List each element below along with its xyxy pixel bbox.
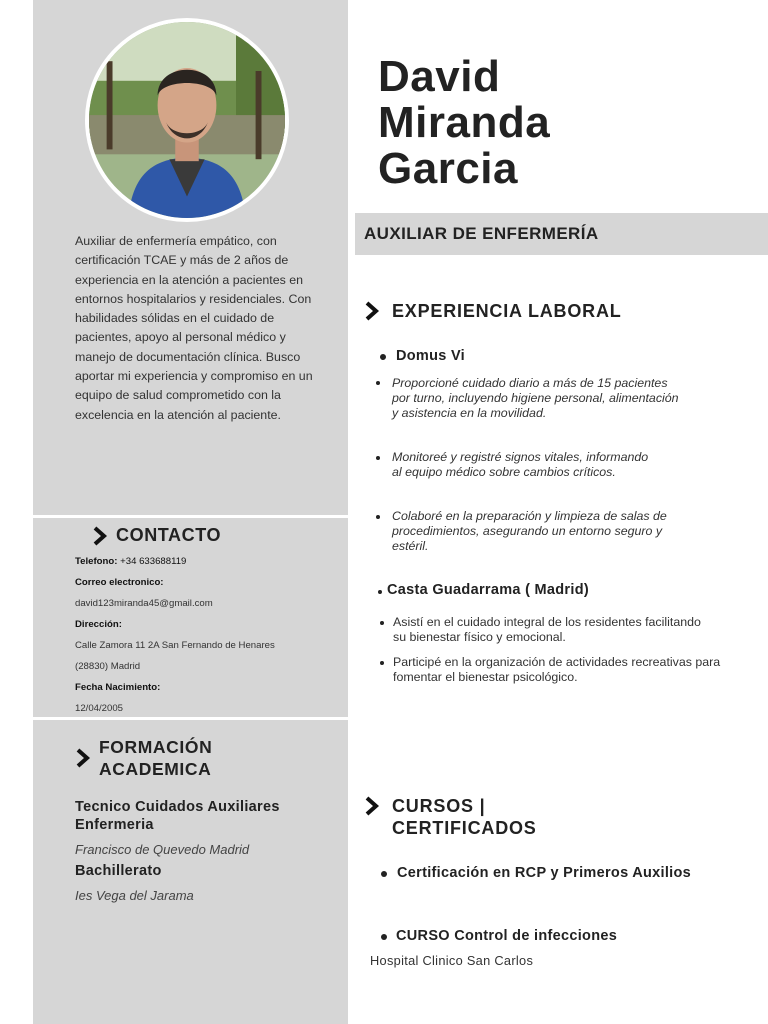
email-value: david123miranda45@gmail.com bbox=[75, 598, 213, 609]
task-item: Proporcioné cuidado diario a más de 15 pacientes por turno, incluyendo higiene personal, alimentación y asistencia en la movilidad. bbox=[392, 376, 679, 420]
address-line-1: Calle Zamora 11 2A San Fernando de Henares bbox=[75, 640, 275, 651]
bullet-icon bbox=[376, 515, 380, 519]
phone-value: +34 633688119 bbox=[120, 556, 187, 567]
bullet-icon bbox=[380, 621, 384, 625]
bullet-icon bbox=[381, 871, 387, 877]
education-item-school: Francisco de Quevedo Madrid bbox=[75, 842, 250, 857]
phone-label: Telefono: bbox=[75, 556, 118, 567]
contact-heading bbox=[92, 525, 221, 546]
chevron-right-icon bbox=[92, 526, 110, 546]
chevron-right-icon bbox=[75, 748, 93, 768]
employer-name: Domus Vi bbox=[396, 348, 466, 364]
birth-label: Fecha Nacimiento: bbox=[75, 682, 161, 693]
courses-heading bbox=[364, 795, 537, 839]
task-item: Asistí en el cuidado integral de los residentes facilitando su bienestar físico y emocional. bbox=[393, 615, 701, 644]
bullet-icon bbox=[380, 661, 384, 665]
bullet-icon bbox=[376, 381, 380, 385]
bullet-icon bbox=[376, 456, 380, 460]
bullet-icon bbox=[381, 934, 387, 940]
chevron-right-icon bbox=[364, 301, 382, 321]
course-item: Certificación en RCP y Primeros Auxilios bbox=[397, 865, 692, 881]
address-line-2: (28830) Madrid bbox=[75, 661, 141, 672]
course-item: CURSO Control de infecciones bbox=[396, 928, 618, 944]
education-item-school: Ies Vega del Jarama bbox=[75, 888, 194, 903]
sidebar-divider bbox=[33, 717, 348, 720]
birth-value: 12/04/2005 bbox=[75, 703, 124, 714]
education-item-title: Bachillerato bbox=[75, 863, 162, 879]
bullet-icon bbox=[380, 354, 386, 360]
courses-heading-line-2: CERTIFICADOS bbox=[392, 818, 537, 838]
address-label: Dirección: bbox=[75, 619, 122, 630]
task-item: Colaboré en la preparación y limpieza de salas de procedimientos, asegurando un entorno seguro y estéril. bbox=[392, 509, 667, 553]
courses-heading-line-1: CURSOS | bbox=[392, 796, 486, 816]
education-item-title: Tecnico Cuidados Auxiliares Enfermeria bbox=[75, 799, 280, 833]
phone-row bbox=[75, 556, 186, 567]
sidebar-divider bbox=[33, 515, 348, 518]
profile-summary: Auxiliar de enfermería empático, con certificación TCAE y más de 2 años de experiencia en la atención a pacientes en entornos hospitalarios y residenciales. Con habilidades sólidas en el cuidado de pacientes, apoyo al personal médico y manejo de documentación clínica. Busco aportar mi experiencia y compromiso en un equipo de salud comprometido con la excelencia en la atención al paciente. bbox=[75, 234, 313, 422]
experience-heading-text: EXPERIENCIA LABORAL bbox=[392, 301, 622, 321]
job-title: AUXILIAR DE ENFERMERÍA bbox=[364, 224, 599, 243]
employer-name: Casta Guadarrama ( Madrid) bbox=[387, 582, 589, 598]
name-line-1: David bbox=[378, 52, 501, 101]
education-heading-line-2: ACADEMICA bbox=[99, 759, 212, 779]
name-line-3: Garcia bbox=[378, 144, 518, 193]
experience-heading bbox=[364, 300, 622, 322]
email-label: Correo electronico: bbox=[75, 577, 164, 588]
name-line-2: Miranda bbox=[378, 98, 551, 147]
contact-heading-text: CONTACTO bbox=[116, 525, 222, 545]
bullet-icon bbox=[378, 590, 382, 594]
task-item: Monitoreé y registré signos vitales, informando al equipo médico sobre cambios críticos. bbox=[392, 450, 649, 479]
course-institution: Hospital Clinico San Carlos bbox=[370, 953, 534, 968]
task-item: Participé en la organización de actividades recreativas para fomentar el bienestar psicológico. bbox=[393, 655, 721, 684]
full-name bbox=[378, 54, 550, 192]
education-heading bbox=[75, 736, 212, 780]
chevron-right-icon bbox=[364, 796, 382, 816]
profile-photo bbox=[85, 18, 289, 222]
education-heading-line-1: FORMACIÓN bbox=[99, 737, 213, 757]
